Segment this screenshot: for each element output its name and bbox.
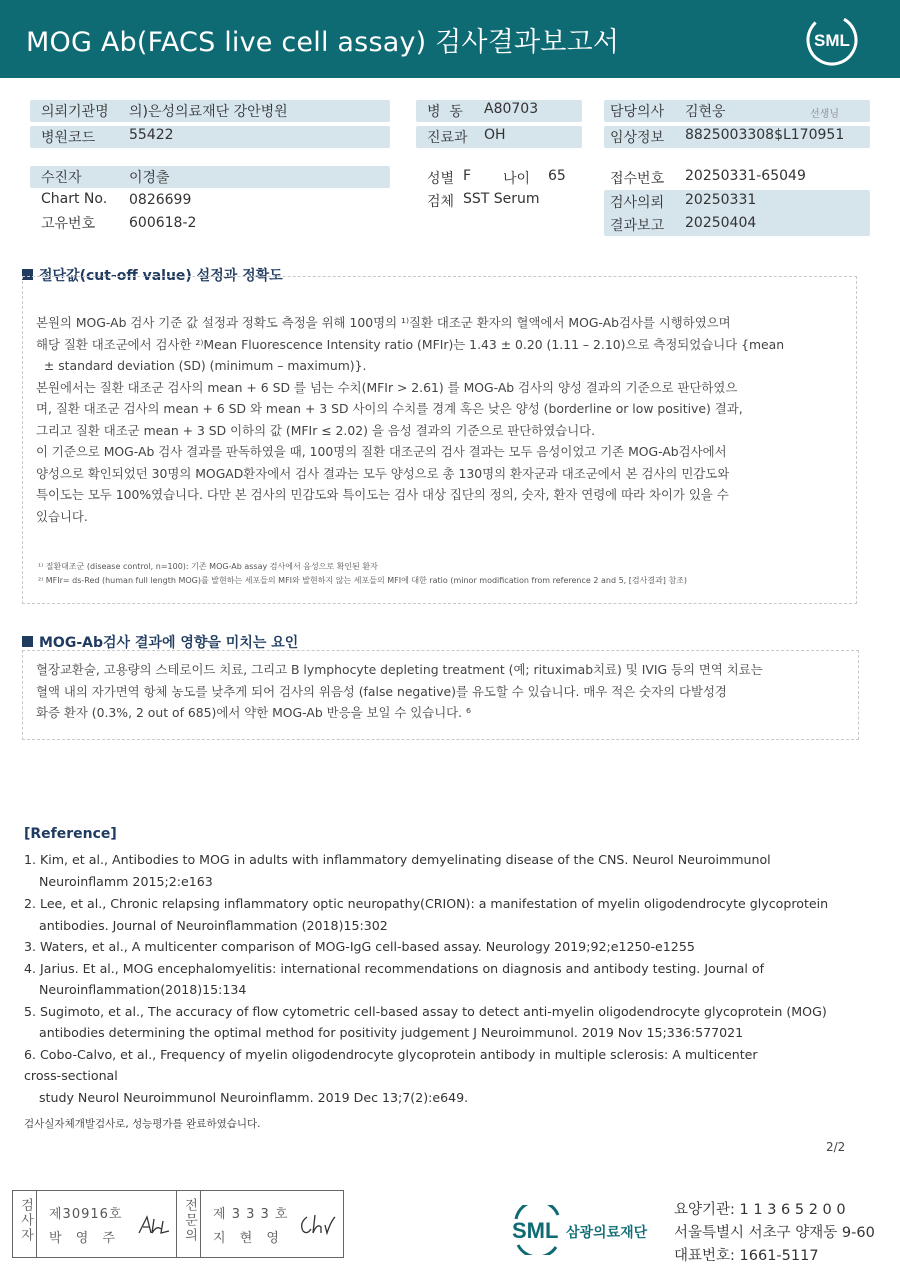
unique-value: 600618-2 — [129, 215, 197, 231]
section2-body — [36, 659, 852, 724]
sig-left-body — [37, 1191, 177, 1257]
hospital-code-value: 55422 — [129, 127, 174, 143]
report-title: MOG Ab(FACS live cell assay) 검사결과보고서 — [26, 27, 620, 58]
sex-label: 성별 — [427, 171, 455, 187]
svg-text:SML: SML — [512, 1218, 559, 1243]
reference-item: Neuroinflammation(2018)15:134 — [39, 982, 247, 997]
ward-label: 병 동 — [427, 104, 463, 120]
chart-value: 0826699 — [129, 192, 192, 208]
clinical-value: 8825003308$L170951 — [685, 127, 845, 143]
reference-item: 4. Jarius. Et al., MOG encephalomyelitis: international recommendations on diagnosis and antibody testing. Journal of — [24, 960, 765, 976]
reference-list — [24, 849, 864, 1108]
patient-label: 수진자 — [41, 170, 82, 186]
section1-line: 이 기준으로 MOG-Ab 검사 결과를 판독하였을 때, 100명의 질환 대조군의 검사 결과는 모두 음성이었고 기존 MOG-Ab검사에서 — [36, 444, 727, 459]
sig-right-vert-cell — [177, 1191, 201, 1257]
receipt-label: 접수번호 — [610, 171, 665, 187]
doctor-label: 담당의사 — [610, 104, 665, 120]
reference-item: 3. Waters, et al., A multicenter comparison of MOG-IgG cell-based assay. Neurology 2019;92;e1250-e1255 — [24, 939, 695, 954]
section1-line: 며, 질환 대조군 검사의 mean + 6 SD 와 mean + 3 SD 사이의 수치를 경계 혹은 낮은 양성 (borderline or low positive) 결과, — [36, 401, 743, 416]
section2-heading — [22, 632, 298, 652]
section1-line: 있습니다. — [36, 508, 88, 524]
section1-title: 절단값(cut-off value) 설정과 정확도 — [39, 268, 283, 284]
reference-item: 5. Sugimoto, et al., The accuracy of flow cytometric cell-based assay to detect anti-myelin oligodendrocyte glycoprotein (MOG) — [24, 1003, 827, 1019]
section2-title: MOG-Ab검사 결과에 영향을 미치는 요인 — [39, 635, 299, 651]
doctor-value: 김현웅 — [685, 104, 726, 120]
hospital-code-label: 병원코드 — [41, 130, 96, 146]
sml-footer-logo-icon — [510, 1205, 670, 1255]
unique-label: 고유번호 — [41, 216, 96, 232]
svg-text:삼광의료재단: 삼광의료재단 — [566, 1225, 648, 1241]
institution-value: 의)은성의료재단 강안병원 — [129, 104, 288, 120]
sig-right-body — [201, 1191, 343, 1257]
patient-value: 이경출 — [129, 170, 170, 186]
reference-item: 6. Cobo-Calvo, et al., Frequency of myelin oligodendrocyte glycoprotein antibody in multiple sclerosis: A multicenter — [24, 1046, 758, 1062]
specimen-label: 검체 — [427, 194, 455, 210]
footer-address: 서울특별시 서초구 양재동 9-60 — [674, 1225, 875, 1241]
receipt-value: 20250331-65049 — [685, 168, 806, 184]
examiner-signature-icon — [135, 1213, 173, 1237]
signature-box — [12, 1190, 344, 1258]
specialist-vertical-text: 전문의 — [182, 1198, 197, 1243]
specialist-name: 지 현 영 — [213, 1231, 284, 1246]
performance-notice: 검사실자체개발검사로, 성능평가를 완료하였습니다. — [24, 1118, 261, 1130]
section1-line: 본원의 MOG-Ab 검사 기준 값 설정과 정확도 측정을 위해 100명의 ¹⁾질환 대조군 환자의 혈액에서 MOG-Ab검사를 시행하였으며 — [36, 315, 731, 330]
sig-left-vert-cell — [13, 1191, 37, 1257]
request-label: 검사의뢰 — [610, 195, 665, 211]
section1-line: 그리고 질환 대조군 mean + 3 SD 이하의 값 (MFIr ≤ 2.02) 을 음성 결과의 기준으로 판단하였습니다. — [36, 422, 596, 438]
report-value: 20250404 — [685, 215, 757, 231]
report-label: 결과보고 — [610, 218, 665, 234]
page-number: 2/2 — [826, 1140, 846, 1154]
reference-item: study Neurol Neuroimmunol Neuroinflamm. 2019 Dec 13;7(2):e649. — [39, 1089, 469, 1105]
section-bullet-icon — [22, 636, 33, 647]
reference-item: antibodies. Journal of Neuroinflammation (2018)15:302 — [39, 917, 388, 933]
specimen-value: SST Serum — [463, 191, 540, 207]
sml-logo-icon — [806, 14, 858, 66]
pill-patient — [30, 166, 390, 188]
doctor-suffix: 선생님 — [810, 109, 839, 120]
svg-text:SML: SML — [814, 31, 850, 50]
section2-line: 혈장교환술, 고용량의 스테로이드 치료, 그리고 B lymphocyte depleting treatment (예; rituximab치료) 및 IVIG 등의 면역 치료는 — [36, 662, 763, 677]
examiner-license: 제30916호 — [49, 1207, 123, 1222]
specialist-vertical-label — [177, 1198, 201, 1248]
age-value: 65 — [548, 168, 566, 184]
ward-value: A80703 — [484, 101, 539, 117]
section1-line: 양성으로 확인되었던 30명의 MOGAD환자에서 검사 결과는 모두 양성으로 총 130명의 환자군과 대조군에서 본 검사의 민감도와 — [36, 465, 730, 481]
reference-item: 1. Kim, et al., Antibodies to MOG in adults with inflammatory demyelinating disease of the CNS. Neurol Neuroimmunol — [24, 852, 771, 867]
sex-value: F — [463, 168, 472, 184]
specialist-signature-icon — [297, 1211, 337, 1237]
examiner-vertical-text: 검사자 — [18, 1198, 33, 1243]
section1-line: ± standard deviation (SD) (minimum – maximum)}. — [36, 358, 367, 373]
footnote-2: ²⁾ MFIr= ds-Red (human full length MOG)를 발현하는 세포들의 MFI와 발현하지 않는 세포들의 MFI에 대한 ratio (minor modification from reference 2 and 5, [검사결과] 참조) — [38, 576, 688, 585]
section1-line: 본원에서는 질환 대조군 검사의 mean + 6 SD 를 넘는 수치(MFIr > 2.61) 를 MOG-Ab 검사의 양성 결과의 기준으로 판단하였으 — [36, 379, 738, 395]
institution-label: 의뢰기관명 — [41, 104, 109, 120]
age-label: 나이 — [503, 171, 531, 187]
section1-body — [36, 312, 852, 527]
reference-item: cross-sectional — [24, 1068, 118, 1083]
dept-label: 진료과 — [427, 130, 468, 146]
dept-value: OH — [484, 127, 506, 143]
footer-logo — [510, 1205, 670, 1259]
report-header — [0, 0, 900, 78]
footer-code: 요양기관: 1 1 3 6 5 2 0 0 — [674, 1202, 846, 1218]
reference-item: 2. Lee, et al., Chronic relapsing inflammatory optic neuropathy(CRION): a manifestation of myelin oligodendrocyte glycoprotein — [24, 896, 829, 911]
section1-line: 특이도는 모두 100%였습니다. 다만 본 검사의 민감도와 특이도는 검사 대상 집단의 정의, 숫자, 환자 연령에 따라 차이가 있을 수 — [36, 487, 729, 502]
reference-item: Neuroinflamm 2015;2:e163 — [39, 873, 213, 889]
footnote-1: ¹⁾ 질환대조군 (disease control, n=100): 기존 MOG-Ab assay 검사에서 음성으로 확인된 환자 — [38, 562, 378, 571]
footer-phone: 대표번호: 1661-5117 — [674, 1248, 819, 1264]
examiner-name: 박 영 주 — [49, 1231, 120, 1246]
specialist-license: 제 3 3 3 호 — [213, 1207, 289, 1222]
request-value: 20250331 — [685, 192, 757, 208]
reference-title: [Reference] — [24, 826, 117, 842]
chart-label: Chart No. — [41, 191, 108, 207]
section2-line: 화증 환자 (0.3%, 2 out of 685)에서 약한 MOG-Ab 반응을 보일 수 있습니다. ⁶ — [36, 705, 471, 720]
section2-line: 혈액 내의 자가면역 항체 농도를 낮추게 되어 검사의 위음성 (false negative)를 유도할 수 있습니다. 매우 적은 숫자의 다발성경 — [36, 683, 727, 699]
section1-line: 해당 질환 대조군에서 검사한 ²⁾Mean Fluorescence Intensity ratio (MFIr)는 1.43 ± 0.20 (1.11 – 2.10)으로 측정되었습니다 {mean — [36, 336, 785, 352]
reference-item: antibodies determining the optimal method for positivity judgement J Neuroimmunol. 2019 Nov 15;336:577021 — [39, 1025, 744, 1040]
clinical-label: 임상정보 — [610, 130, 665, 146]
examiner-vertical-label — [13, 1198, 37, 1248]
